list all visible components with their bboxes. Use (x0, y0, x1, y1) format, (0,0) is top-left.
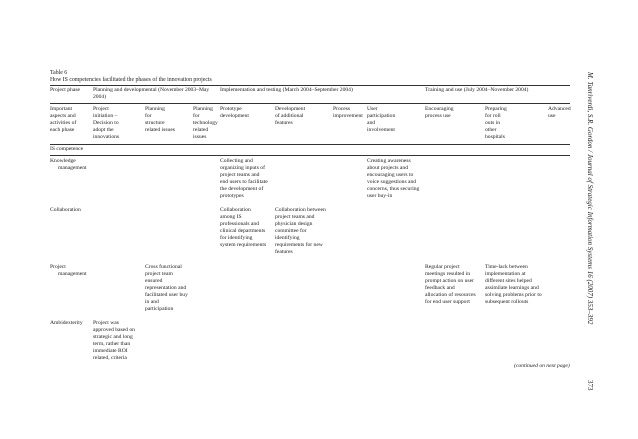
aspects-rule (50, 144, 570, 145)
continued-note: (continued on next page) (514, 363, 570, 369)
phase-implementation: Implementation and testing (March 2004–September 2004) (220, 87, 353, 93)
section-label: IS competence (50, 146, 84, 152)
row-ambidexterity-label: Ambidexterity (50, 320, 83, 326)
running-head: M. Tanriverdi, S.R. Gordon / Journal of Strategic Information Systems 16 (2007) 353–392 (586, 72, 594, 325)
phase-training: Training and use (July 2004–November 2004) (425, 87, 529, 93)
page-number: 373 (586, 380, 594, 391)
table-number: Table 6 (50, 70, 68, 76)
section-rule (50, 155, 570, 156)
journal-page: Table 6 How IS competencies facilitated the phases of the innovation projects Project phase Planning and developmental (November 2003–May 2004) Implementation and testing (March 2004–September 2004) Training and use (July 2004–November 2004) Important aspects and activities of each phase Project initiation – Decision to adopt the innovations Planning for structure related issues Planning for technology related issues Prototype development Development of additional features Process improvement User participation and involvement Encouraging process use Preparing for roll outs in other hospitals Advanced use IS competence Knowledge management Collecting and organizing inputs of project teams and end users to facilitate the development of prototypes Creating awareness about projects and encouraging users to voice suggestions and concerns, thus securing user buy-in Collaboration Collaboration among IS professionals and clinical departments for identifying system requirements Collaboration between project teams and physician design committee for identifying requirements for new features Project management Cross functional project team ensured representation and facilitated user buy in and participation Regular project meetings resulted in prompt action on user feedback and allocation of resources for end user support Time-lack between implementation at different sites helped assimilate learnings and solving problems prior to subsequent rollouts Ambidexterity Project was approved based on strategic and long term, rather than immediate ROI related, criteria (continued on next page) M. Tanriverdi, S.R. Gordon / Journal of Strategic Information Systems 16 (2007) 353–392 373 (50, 70, 594, 391)
table-title: How IS competencies facilitated the phases of the innovation projects (50, 77, 212, 83)
row-collaboration-label: Collaboration (50, 207, 81, 213)
phase-header-rule (50, 103, 570, 104)
phase-header-label: Project phase (50, 87, 80, 93)
table-top-rule (50, 85, 570, 86)
